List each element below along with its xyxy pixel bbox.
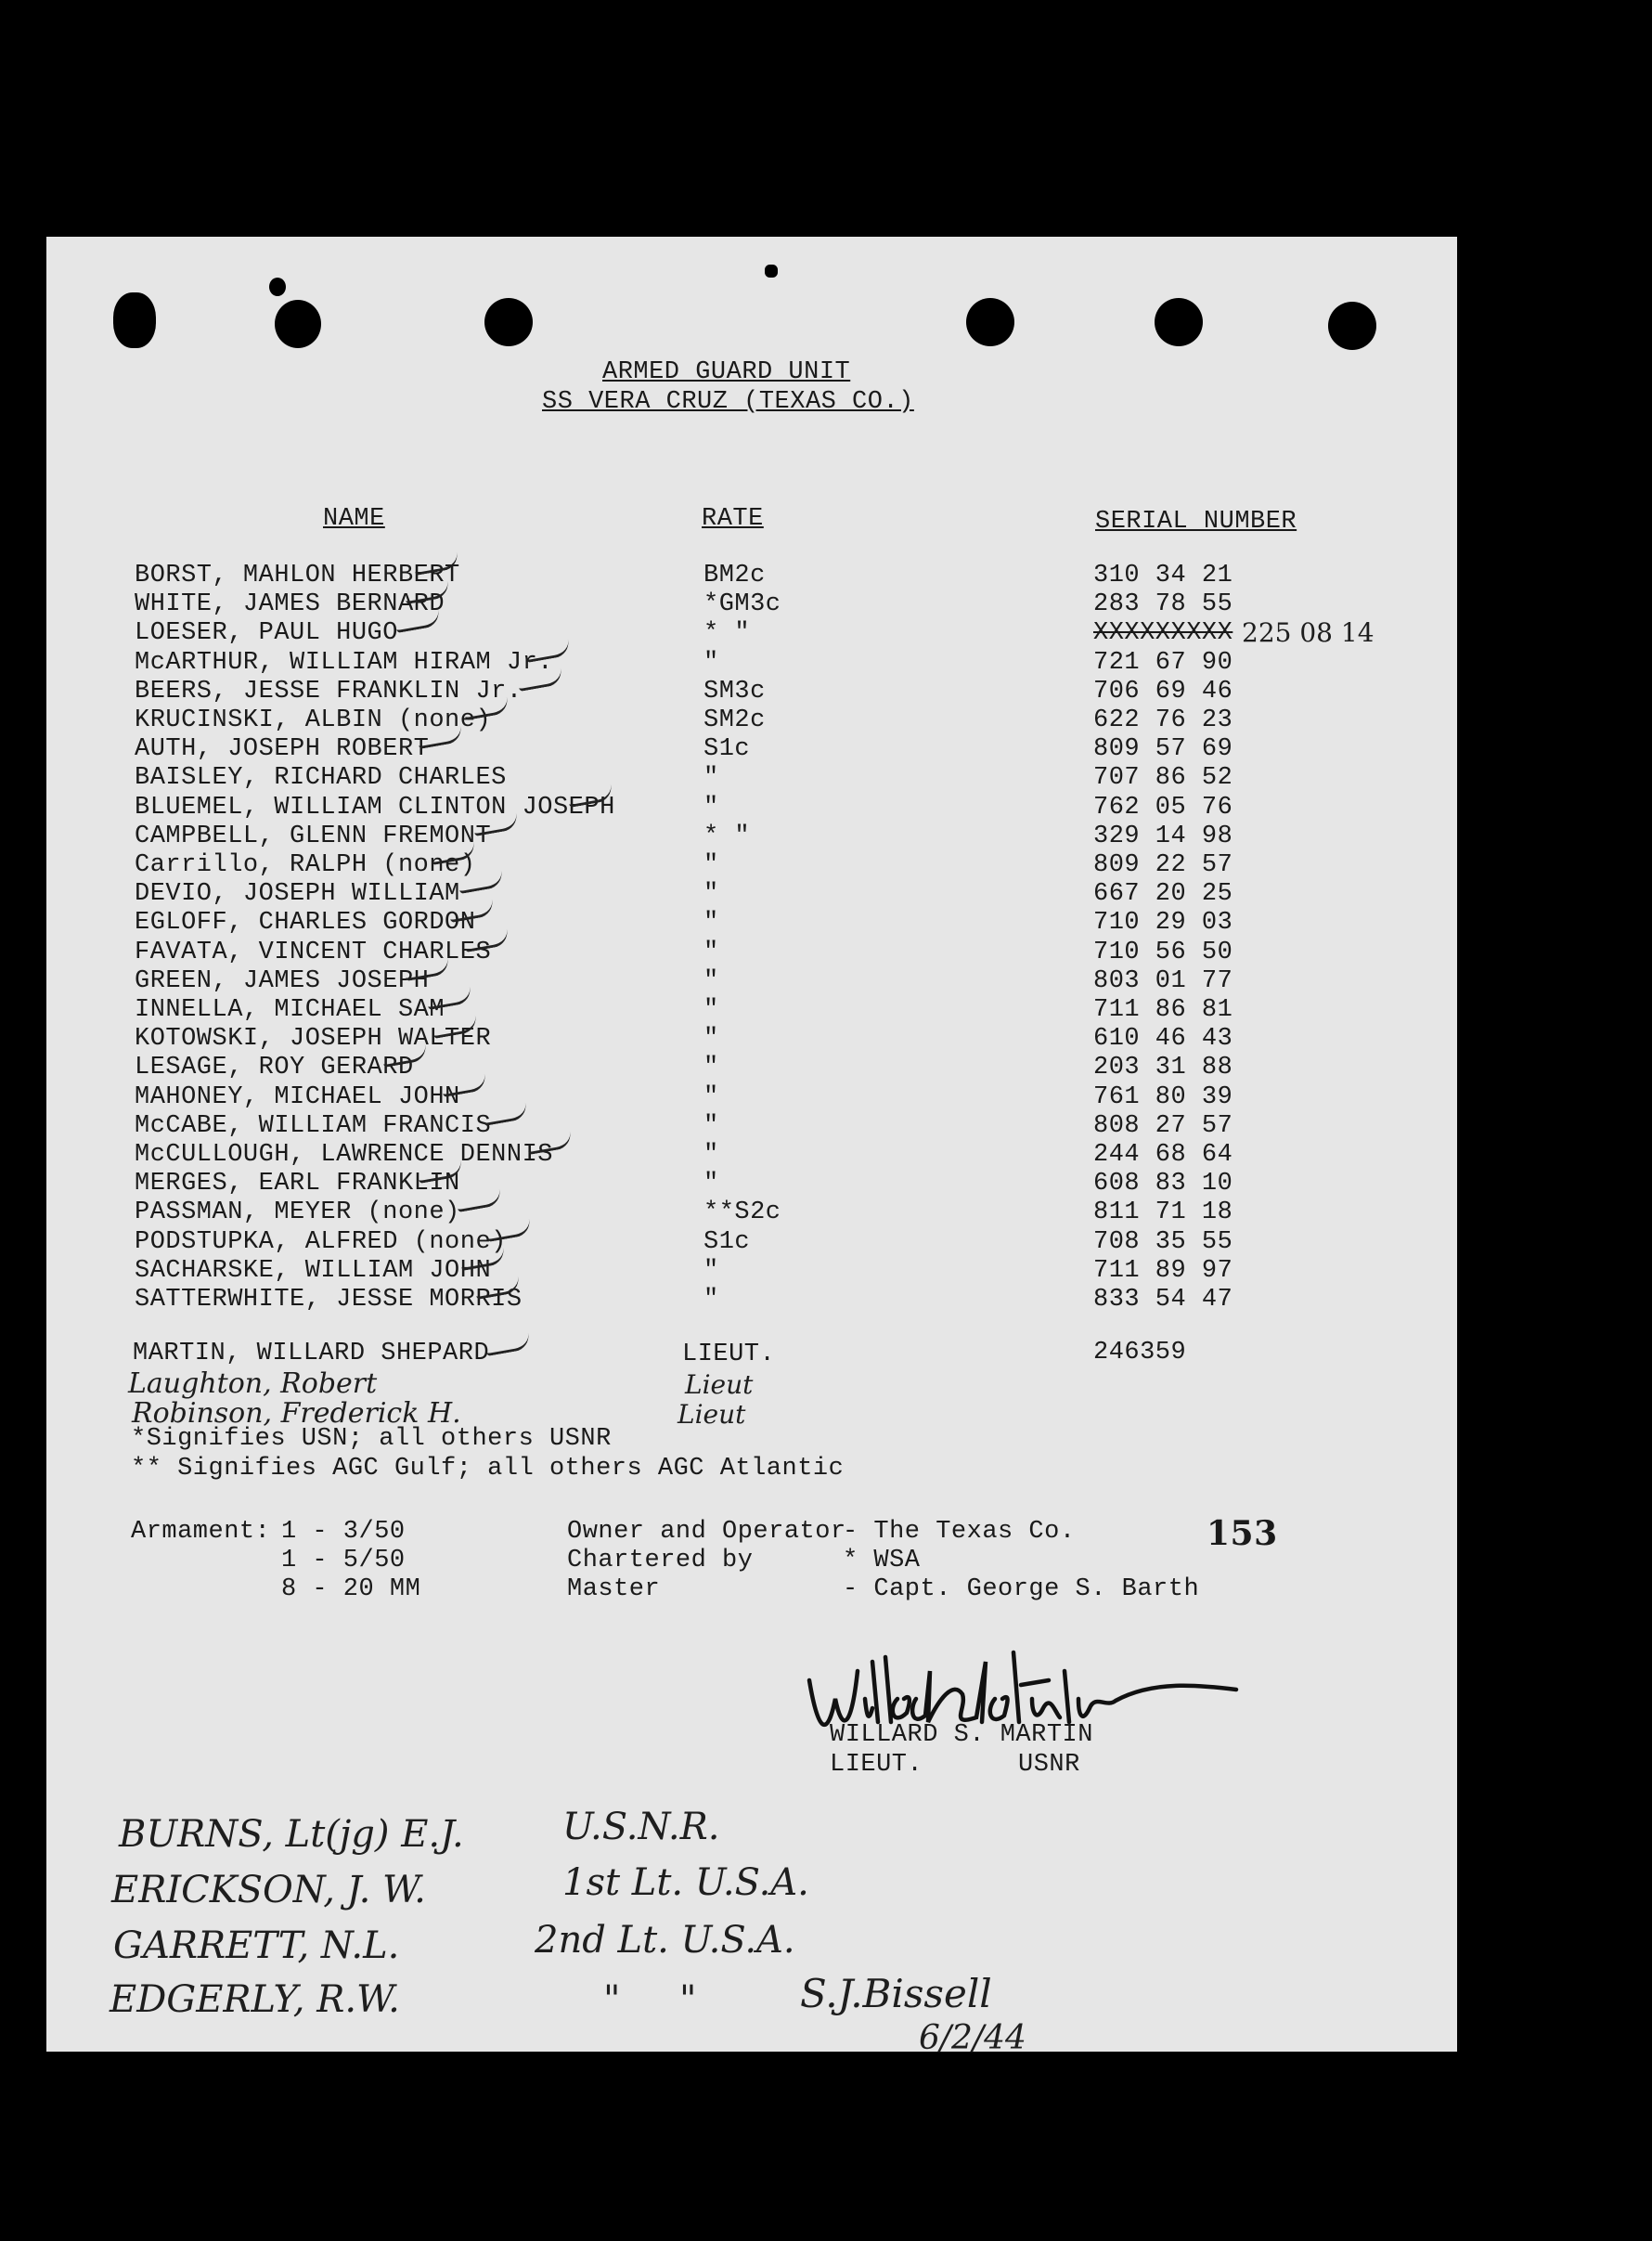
- crew-serial: 762 05 76: [1093, 794, 1233, 822]
- crew-rate: **S2c: [703, 1198, 781, 1226]
- column-header-name: NAME: [323, 505, 385, 533]
- crew-name: SACHARSKE, WILLIAM JOHN: [135, 1257, 492, 1285]
- handwritten-addition-unit: 1st Lt. U.S.A.: [562, 1861, 809, 1904]
- crew-row: [46, 562, 1457, 590]
- crew-rate: ": [703, 649, 719, 677]
- crew-rate: ": [703, 1286, 719, 1314]
- crew-rate: BM2c: [703, 562, 766, 589]
- crew-rate: * ": [703, 823, 751, 850]
- crew-rate: ": [703, 909, 719, 937]
- crew-serial: 310 34 21: [1093, 562, 1233, 589]
- punch-hole: [1155, 298, 1203, 346]
- crew-name: EGLOFF, CHARLES GORDON: [135, 909, 476, 937]
- crew-row: [46, 1257, 1457, 1286]
- signer-service: USNR: [1018, 1751, 1080, 1779]
- ink-blot: [269, 278, 286, 296]
- crew-row: [46, 794, 1457, 823]
- crew-row: [46, 619, 1457, 648]
- crew-serial: 283 78 55: [1093, 590, 1233, 618]
- officer-name: MARTIN, WILLARD SHEPARD: [133, 1340, 490, 1367]
- crew-serial: 808 27 57: [1093, 1112, 1233, 1140]
- crew-rate: SM3c: [703, 678, 766, 706]
- crew-rate: ": [703, 1025, 719, 1053]
- crew-row: [46, 678, 1457, 706]
- crew-serial: 711 86 81: [1093, 996, 1233, 1024]
- crew-row: [46, 909, 1457, 938]
- handwritten-addition-name: EDGERLY, R.W.: [110, 1978, 400, 2021]
- serial-correction: 225 08 14: [1242, 617, 1375, 648]
- crew-row: [46, 939, 1457, 967]
- crew-rate: ": [703, 967, 719, 995]
- armament-item: 1 - 5/50: [281, 1547, 406, 1574]
- crew-name: MERGES, EARL FRANKLIN: [135, 1170, 460, 1198]
- master-label: Master: [567, 1575, 661, 1603]
- crew-name: McCULLOUGH, LAWRENCE DENNIS: [135, 1141, 553, 1169]
- armament-item: 1 - 3/50: [281, 1518, 406, 1546]
- punch-hole: [1328, 302, 1376, 350]
- crew-serial: 809 22 57: [1093, 851, 1233, 879]
- crew-rate: ": [703, 764, 719, 792]
- armament-label: Armament:: [131, 1518, 271, 1546]
- crew-name: Carrillo, RALPH (none): [135, 851, 476, 879]
- crew-serial: 707 86 52: [1093, 764, 1233, 792]
- ship-title: SS VERA CRUZ (TEXAS CO.): [542, 388, 914, 416]
- crew-serial: 622 76 23: [1093, 706, 1233, 734]
- crew-serial: 761 80 39: [1093, 1083, 1233, 1111]
- crew-serial: 811 71 18: [1093, 1198, 1233, 1226]
- crew-name: LESAGE, ROY GERARD: [135, 1054, 414, 1082]
- crew-name: PASSMAN, MEYER (none): [135, 1198, 460, 1226]
- crew-row: [46, 1198, 1457, 1227]
- crew-row: [46, 1112, 1457, 1141]
- handwritten-addition-unit: " ": [603, 1978, 697, 2021]
- charter-value: * WSA: [843, 1547, 921, 1574]
- crew-name: LOESER, PAUL HUGO: [135, 619, 398, 647]
- footnote-agc: ** Signifies AGC Gulf; all others AGC Atlantic: [131, 1455, 845, 1483]
- crew-row: [46, 649, 1457, 678]
- unit-title: ARMED GUARD UNIT: [602, 358, 851, 386]
- handwritten-initials: S.J.Bissell: [800, 1971, 992, 2016]
- crew-serial: 667 20 25: [1093, 880, 1233, 908]
- column-header-rate: RATE: [702, 505, 764, 533]
- crew-name: GREEN, JAMES JOSEPH: [135, 967, 430, 995]
- crew-rate: ": [703, 880, 719, 908]
- crew-rate: SM2c: [703, 706, 766, 734]
- crew-rate: *GM3c: [703, 590, 781, 618]
- crew-row: [46, 851, 1457, 880]
- punch-hole: [484, 298, 533, 346]
- crew-rate: ": [703, 1112, 719, 1140]
- crew-serial: 710 56 50: [1093, 939, 1233, 966]
- handwritten-officer-rate: Lieut: [685, 1369, 754, 1400]
- crew-serial: 803 01 77: [1093, 967, 1233, 995]
- crew-row: [46, 823, 1457, 851]
- handwritten-addition-name: GARRETT, N.L.: [113, 1924, 400, 1967]
- crew-rate: ": [703, 939, 719, 966]
- crew-name: AUTH, JOSEPH ROBERT: [135, 735, 430, 763]
- handwritten-officer-name: Robinson, Frederick H.: [132, 1397, 461, 1430]
- crew-row: [46, 1083, 1457, 1112]
- crew-serial: 708 35 55: [1093, 1228, 1233, 1256]
- crew-serial: 244 68 64: [1093, 1141, 1233, 1169]
- crew-serial: 711 89 97: [1093, 1257, 1233, 1285]
- page-number: 153: [1207, 1514, 1278, 1553]
- crew-row: [46, 590, 1457, 619]
- crew-name: McCABE, WILLIAM FRANCIS: [135, 1112, 492, 1140]
- crew-row: [46, 1228, 1457, 1257]
- crew-serial: 608 83 10: [1093, 1170, 1233, 1198]
- handwritten-officer-name: Laughton, Robert: [128, 1367, 378, 1400]
- crew-serial: 809 57 69: [1093, 735, 1233, 763]
- crew-rate: ": [703, 1170, 719, 1198]
- handwritten-addition-unit: U.S.N.R.: [562, 1806, 720, 1848]
- crew-rate: ": [703, 851, 719, 879]
- handwritten-date: 6/2/44: [919, 2019, 1026, 2057]
- crew-name: MAHONEY, MICHAEL JOHN: [135, 1083, 460, 1111]
- crew-name: BAISLEY, RICHARD CHARLES: [135, 764, 507, 792]
- crew-name: PODSTUPKA, ALFRED (none): [135, 1228, 507, 1256]
- crew-rate: ": [703, 794, 719, 822]
- punch-hole: [113, 292, 156, 348]
- crew-serial: XXXXXXXXX: [1093, 619, 1233, 647]
- master-value: - Capt. George S. Barth: [843, 1575, 1200, 1603]
- crew-rate: ": [703, 1083, 719, 1111]
- handwritten-addition-unit: 2nd Lt. U.S.A.: [535, 1919, 795, 1962]
- officer-serial: 246359: [1093, 1339, 1187, 1367]
- owner-label: Owner and Operator: [567, 1518, 846, 1546]
- crew-name: INNELLA, MICHAEL SAM: [135, 996, 445, 1024]
- document-page: [46, 237, 1457, 2057]
- footnote-usn: *Signifies USN; all others USNR: [131, 1425, 612, 1453]
- crew-row: [46, 1141, 1457, 1170]
- crew-row: [46, 996, 1457, 1025]
- crew-rate: ": [703, 1054, 719, 1082]
- signer-rank: LIEUT.: [830, 1751, 923, 1779]
- crew-name: FAVATA, VINCENT CHARLES: [135, 939, 492, 966]
- punch-hole: [275, 300, 321, 348]
- crew-name: BORST, MAHLON HERBERT: [135, 562, 460, 589]
- crew-rate: S1c: [703, 1228, 751, 1256]
- handwritten-addition-name: ERICKSON, J. W.: [111, 1869, 426, 1911]
- crew-rate: * ": [703, 619, 751, 647]
- crew-rate: S1c: [703, 735, 751, 763]
- armament-item: 8 - 20 MM: [281, 1575, 421, 1603]
- crew-serial: 706 69 46: [1093, 678, 1233, 706]
- crew-name: KRUCINSKI, ALBIN (none): [135, 706, 492, 734]
- crew-name: WHITE, JAMES BERNARD: [135, 590, 445, 618]
- crew-name: SATTERWHITE, JESSE MORRIS: [135, 1286, 523, 1314]
- check-mark: [484, 1333, 531, 1356]
- crew-name: DEVIO, JOSEPH WILLIAM: [135, 880, 460, 908]
- crew-serial: 710 29 03: [1093, 909, 1233, 937]
- crew-row: [46, 1054, 1457, 1082]
- crew-name: CAMPBELL, GLENN FREMONT: [135, 823, 492, 850]
- crew-name: BLUEMEL, WILLIAM CLINTON JOSEPH: [135, 794, 615, 822]
- crew-serial: 203 31 88: [1093, 1054, 1233, 1082]
- crew-name: KOTOWSKI, JOSEPH WALTER: [135, 1025, 492, 1053]
- crew-serial: 833 54 47: [1093, 1286, 1233, 1314]
- signer-name: WILLARD S. MARTIN: [830, 1721, 1093, 1749]
- column-header-serial: SERIAL NUMBER: [1095, 508, 1297, 536]
- crew-row: [46, 764, 1457, 793]
- crew-rate: ": [703, 1257, 719, 1285]
- handwritten-officer-rate: Lieut: [678, 1399, 746, 1430]
- crew-rate: ": [703, 1141, 719, 1169]
- ink-blot: [765, 265, 778, 278]
- crew-row: [46, 967, 1457, 996]
- crew-row: [46, 1286, 1457, 1315]
- handwritten-addition-name: BURNS, Lt(jg) E.J.: [119, 1813, 464, 1856]
- charter-label: Chartered by: [567, 1547, 754, 1574]
- crew-row: [46, 1025, 1457, 1054]
- crew-serial: 721 67 90: [1093, 649, 1233, 677]
- crew-name: BEERS, JESSE FRANKLIN Jr.: [135, 678, 523, 706]
- punch-hole: [966, 298, 1014, 346]
- crew-serial: 610 46 43: [1093, 1025, 1233, 1053]
- crew-serial: 329 14 98: [1093, 823, 1233, 850]
- crew-row: [46, 706, 1457, 735]
- crew-rate: ": [703, 996, 719, 1024]
- crew-row: [46, 1170, 1457, 1198]
- owner-value: - The Texas Co.: [843, 1518, 1076, 1546]
- officer-rate: LIEUT.: [682, 1341, 776, 1368]
- crew-name: McARTHUR, WILLIAM HIRAM Jr.: [135, 649, 553, 677]
- crew-row: [46, 735, 1457, 764]
- crew-row: [46, 880, 1457, 909]
